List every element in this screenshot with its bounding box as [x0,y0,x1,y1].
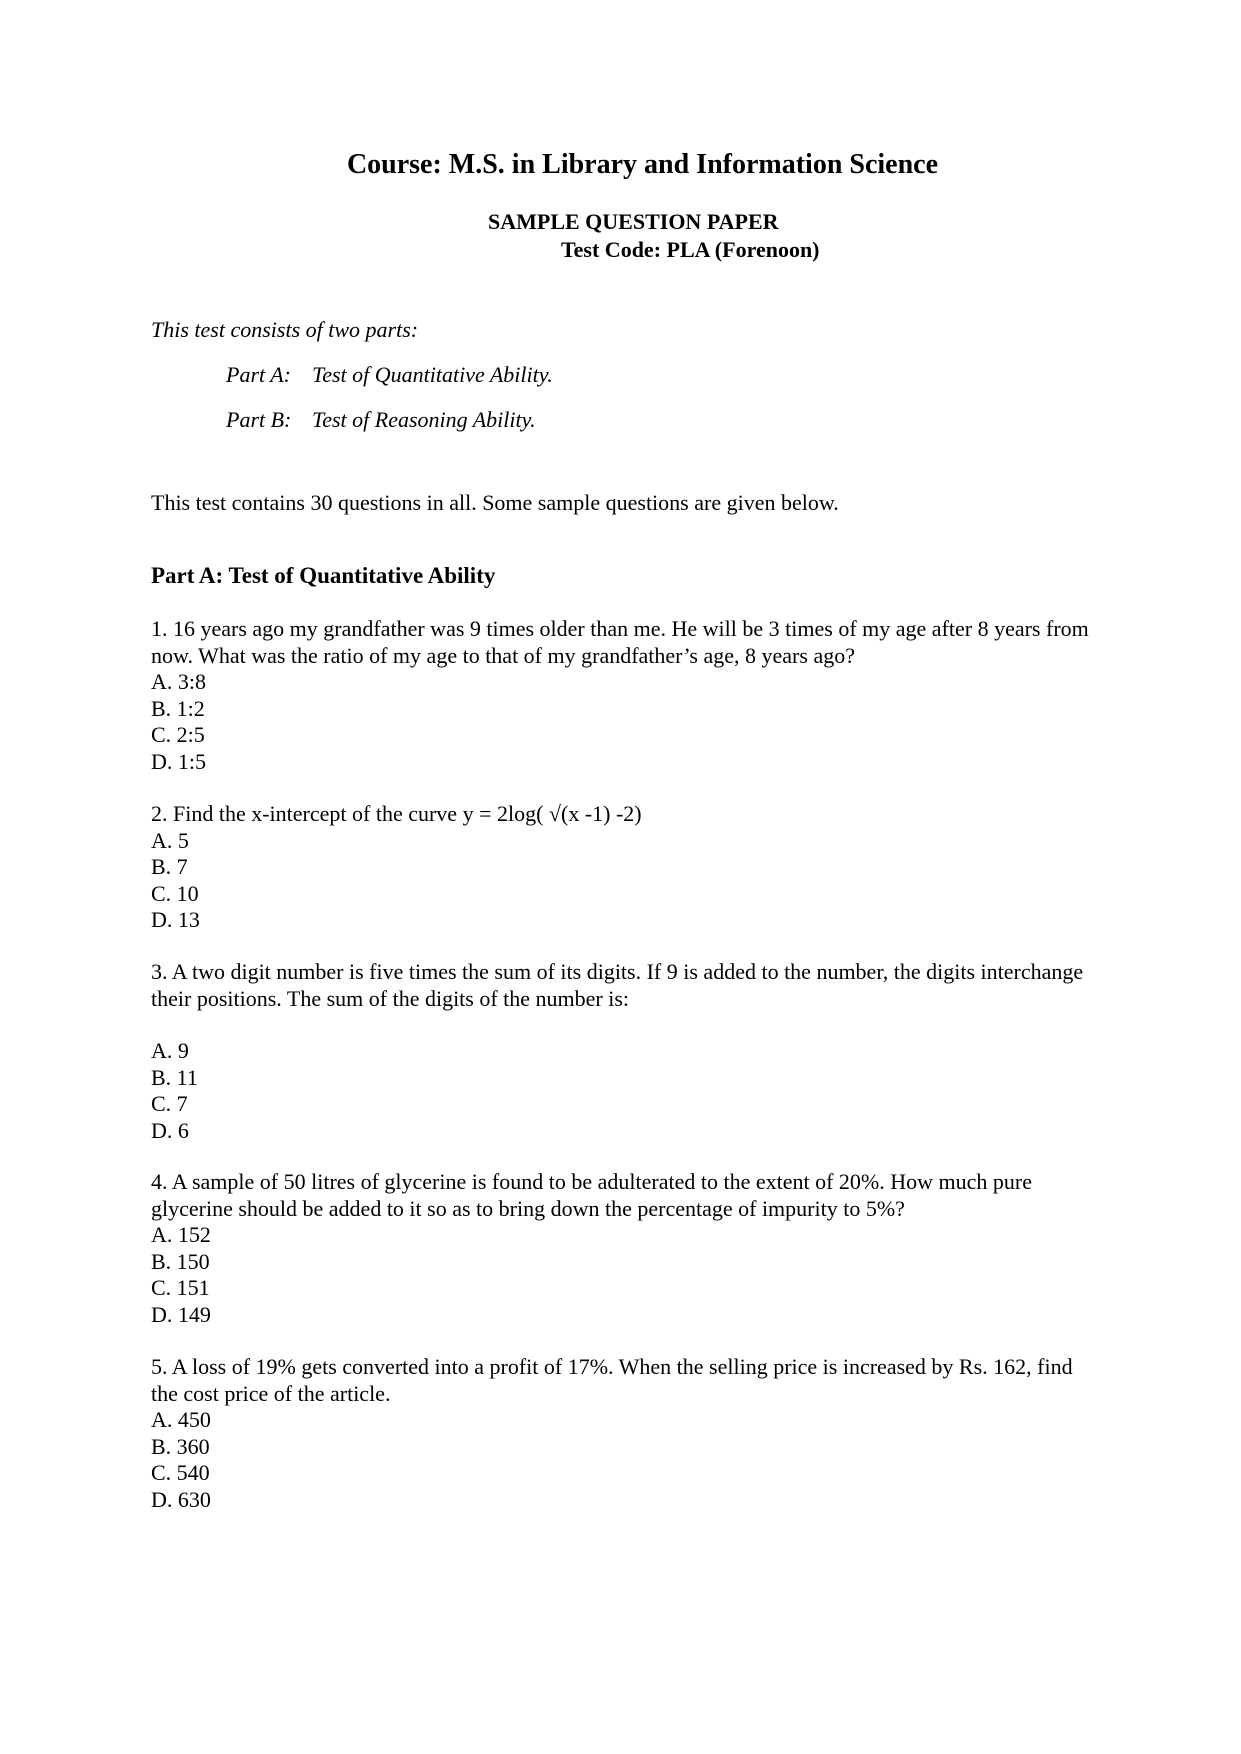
part-b-label: Part B: [226,407,292,432]
question-spacer [151,1012,1091,1038]
option-d: D. 6 [151,1117,189,1143]
option-a: A. 152 [151,1222,211,1247]
part-b-line [226,406,536,434]
question-text: 5. A loss of 19% gets converted into a profit of 17%. When the selling price is increased by Rs. 162, find the cost price of the article. [151,1354,1073,1406]
question-text: 4. A sample of 50 litres of glycerine is found to be adulterated to the extent of 20%. How much pure glycerine should be added to it so as to bring down the percentage of impurity to 5%? [151,1169,1032,1221]
part-a-line [226,361,553,389]
test-code: Test Code: PLA (Forenoon) [561,237,820,262]
test-summary: This test contains 30 questions in all. Some sample questions are given below. [151,490,839,515]
option-c: C. 7 [151,1091,188,1116]
paper-subtitle: SAMPLE QUESTION PAPER [488,209,779,234]
option-c: C. 2:5 [151,722,205,747]
option-b: B. 7 [151,854,188,879]
part-b-name: Test of Reasoning Ability. [312,407,536,432]
question-text: 2. Find the x-intercept of the curve y = 2log( √(x -1) -2) [151,801,642,826]
question-4 [151,1169,1091,1328]
option-b: B. 1:2 [151,695,205,721]
course-title: Course: M.S. in Library and Information Science [346,149,939,180]
intro-lead: This test consists of two parts: [151,317,419,342]
option-b: B. 11 [151,1064,198,1090]
option-a: A. 9 [151,1038,189,1063]
option-a: A. 3:8 [151,669,206,694]
option-a: A. 450 [151,1407,211,1432]
option-c: C. 10 [151,880,199,906]
part-a-label: Part A: [226,362,291,387]
question-text: 1. 16 years ago my grandfather was 9 times older than me. He will be 3 times of my age after 8 years from now. What was the ratio of my age to that of my grandfather’s age, 8 years ago? [151,616,1089,668]
option-d: D. 1:5 [151,748,206,774]
option-b: B. 360 [151,1433,210,1459]
option-a: A. 5 [151,827,189,853]
question-1 [151,616,1091,775]
part-a-name: Test of Quantitative Ability. [312,362,553,387]
option-d: D. 149 [151,1301,211,1327]
option-c: C. 151 [151,1275,210,1300]
option-d: D. 630 [151,1486,211,1512]
section-heading: Part A: Test of Quantitative Ability [151,563,496,588]
question-2 [151,801,1091,934]
question-5 [151,1354,1091,1513]
question-3 [151,959,1091,1144]
option-c: C. 540 [151,1460,210,1485]
option-b: B. 150 [151,1248,210,1274]
option-d: D. 13 [151,907,200,932]
question-text: 3. A two digit number is five times the sum of its digits. If 9 is added to the number, the digits interchange their positions. The sum of the digits of the number is: [151,959,1084,1011]
